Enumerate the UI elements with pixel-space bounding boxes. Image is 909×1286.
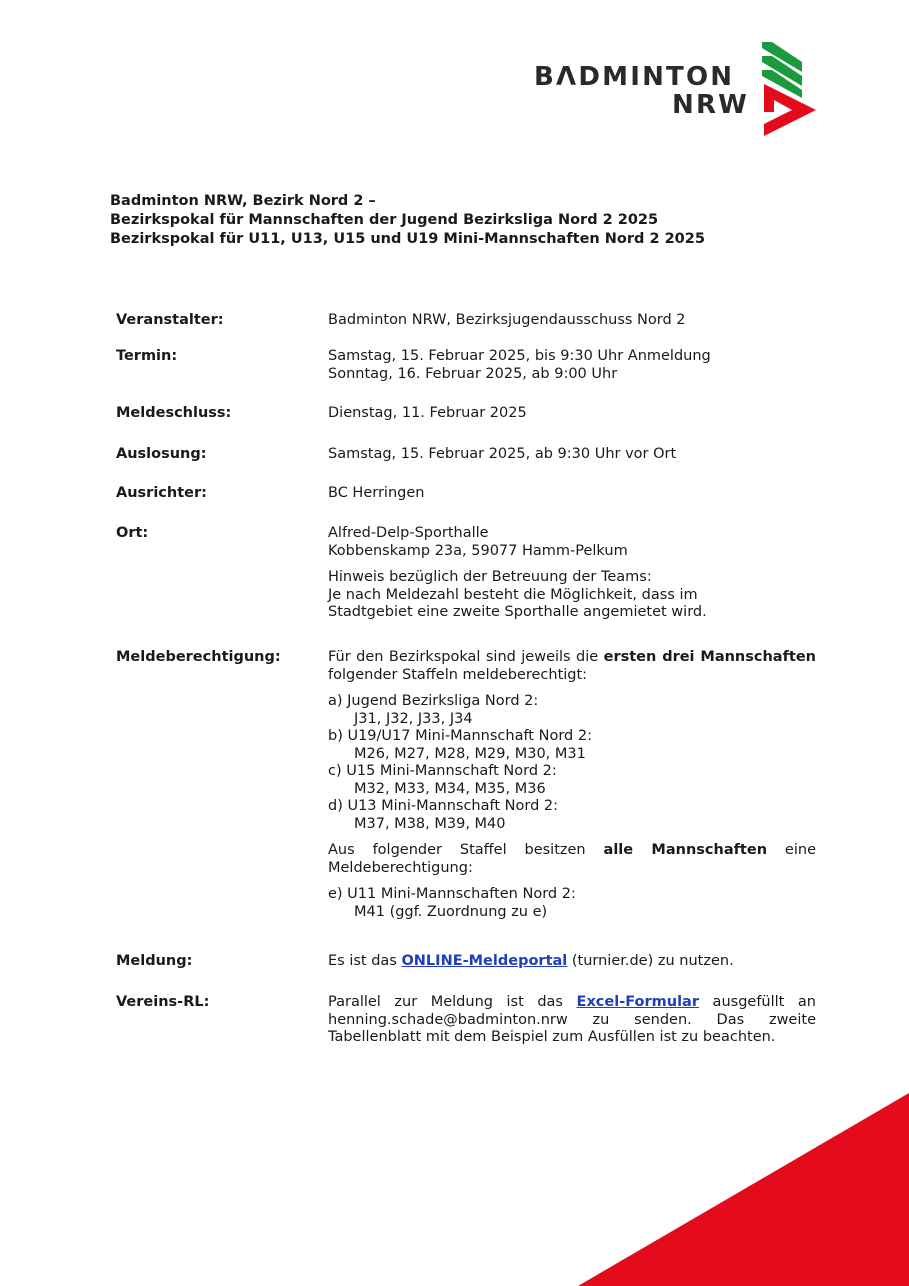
heading-line-1: Badminton NRW, Bezirk Nord 2 – [110, 193, 376, 209]
vereins-rl-text: Parallel zur Meldung ist das [328, 994, 577, 1010]
list-item-a-teams: J31, J32, J33, J34 [354, 710, 473, 727]
intro-text-end: folgender Staffeln meldeberechtigt: [328, 666, 588, 683]
heading-line-3: Bezirkspokal für U11, U13, U15 und U19 Mini-Mannschaften Nord 2 2025 [110, 231, 705, 247]
value-auslosung: Samstag, 15. Februar 2025, ab 9:30 Uhr vor Ort [328, 446, 677, 462]
ort-line-2: Kobbenskamp 23a, 59077 Hamm-Pelkum [328, 542, 628, 559]
logo-chevron-icon [760, 40, 820, 138]
label-ausrichter: Ausrichter: [116, 485, 207, 501]
list-item-c: c) U15 Mini-Mannschaft Nord 2: [328, 763, 557, 779]
list-item-d: d) U13 Mini-Mannschaft Nord 2: [328, 798, 559, 814]
list-item-a: a) Jugend Bezirksliga Nord 2: [328, 693, 539, 709]
vereins-rl-text-end: ausgefüllt an henning.schade@badminton.nrw zu senden. Das zweite Tabellenblatt mit dem Beispiel zum Ausfüllen ist zu beachten. [328, 994, 816, 1045]
value-veranstalter: Badminton NRW, Bezirksjugendausschuss Nord 2 [328, 312, 686, 328]
value-meldeschluss: Dienstag, 11. Februar 2025 [328, 405, 527, 421]
value-termin [328, 348, 816, 383]
label-meldeschluss: Meldeschluss: [116, 405, 232, 421]
value-vereins-rl [328, 994, 816, 1047]
termin-line-1: Samstag, 15. Februar 2025, bis 9:30 Uhr Anmeldung [328, 348, 711, 364]
ort-line-1: Alfred-Delp-Sporthalle [328, 525, 489, 541]
all-bold: alle Mannschaften [603, 842, 768, 858]
list-item-e: e) U11 Mini-Mannschaften Nord 2: [328, 886, 576, 902]
termin-line-2: Sonntag, 16. Februar 2025, ab 9:00 Uhr [328, 365, 618, 382]
online-meldeportal-link[interactable]: ONLINE-Meldeportal [401, 953, 568, 969]
logo-wordmark-line2: NRW [672, 90, 750, 120]
list-item-e-teams: M41 (ggf. Zuordnung zu e) [354, 903, 548, 920]
label-veranstalter: Veranstalter: [116, 312, 224, 328]
label-termin: Termin: [116, 348, 178, 364]
heading-line-2: Bezirkspokal für Mannschaften der Jugend Bezirksliga Nord 2 2025 [110, 212, 659, 228]
all-text-end: eine Meldeberechtigung: [328, 842, 816, 876]
meldeberechtigung-intro [328, 649, 816, 684]
value-ausrichter: BC Herringen [328, 485, 425, 501]
logo-wordmark-line1: BΛDMINTON [534, 62, 735, 92]
badminton-nrw-logo [534, 40, 824, 140]
label-meldung: Meldung: [116, 953, 193, 969]
ort-hint-3: Stadtgebiet eine zweite Sporthalle angemietet wird. [328, 604, 707, 620]
meldung-text-end: (turnier.de) zu nutzen. [567, 953, 734, 969]
value-meldung [328, 953, 816, 971]
list-item-b: b) U19/U17 Mini-Mannschaft Nord 2: [328, 728, 592, 744]
list-item-c-teams: M32, M33, M34, M35, M36 [354, 780, 546, 797]
value-ort [328, 525, 816, 622]
document-heading [110, 192, 830, 249]
intro-bold: ersten drei Mannschaften [603, 649, 816, 665]
list-item-d-teams: M37, M38, M39, M40 [354, 815, 506, 832]
meldung-text: Es ist das [328, 953, 402, 969]
label-ort: Ort: [116, 525, 149, 541]
label-meldeberechtigung: Meldeberechtigung: [116, 649, 281, 665]
list-item-b-teams: M26, M27, M28, M29, M30, M31 [354, 745, 586, 762]
value-meldeberechtigung [328, 649, 816, 921]
intro-text: Für den Bezirkspokal sind jeweils die [328, 649, 604, 665]
label-vereins-rl: Vereins-RL: [116, 994, 210, 1010]
ort-hint-2: Je nach Meldezahl besteht die Möglichkeit, dass im [328, 586, 698, 603]
label-auslosung: Auslosung: [116, 446, 207, 462]
meldeberechtigung-all [328, 842, 816, 877]
ort-hint-1: Hinweis bezüglich der Betreuung der Teams: [328, 569, 652, 585]
excel-formular-link[interactable]: Excel-Formular [576, 994, 699, 1010]
all-text: Aus folgender Staffel besitzen [328, 842, 604, 858]
